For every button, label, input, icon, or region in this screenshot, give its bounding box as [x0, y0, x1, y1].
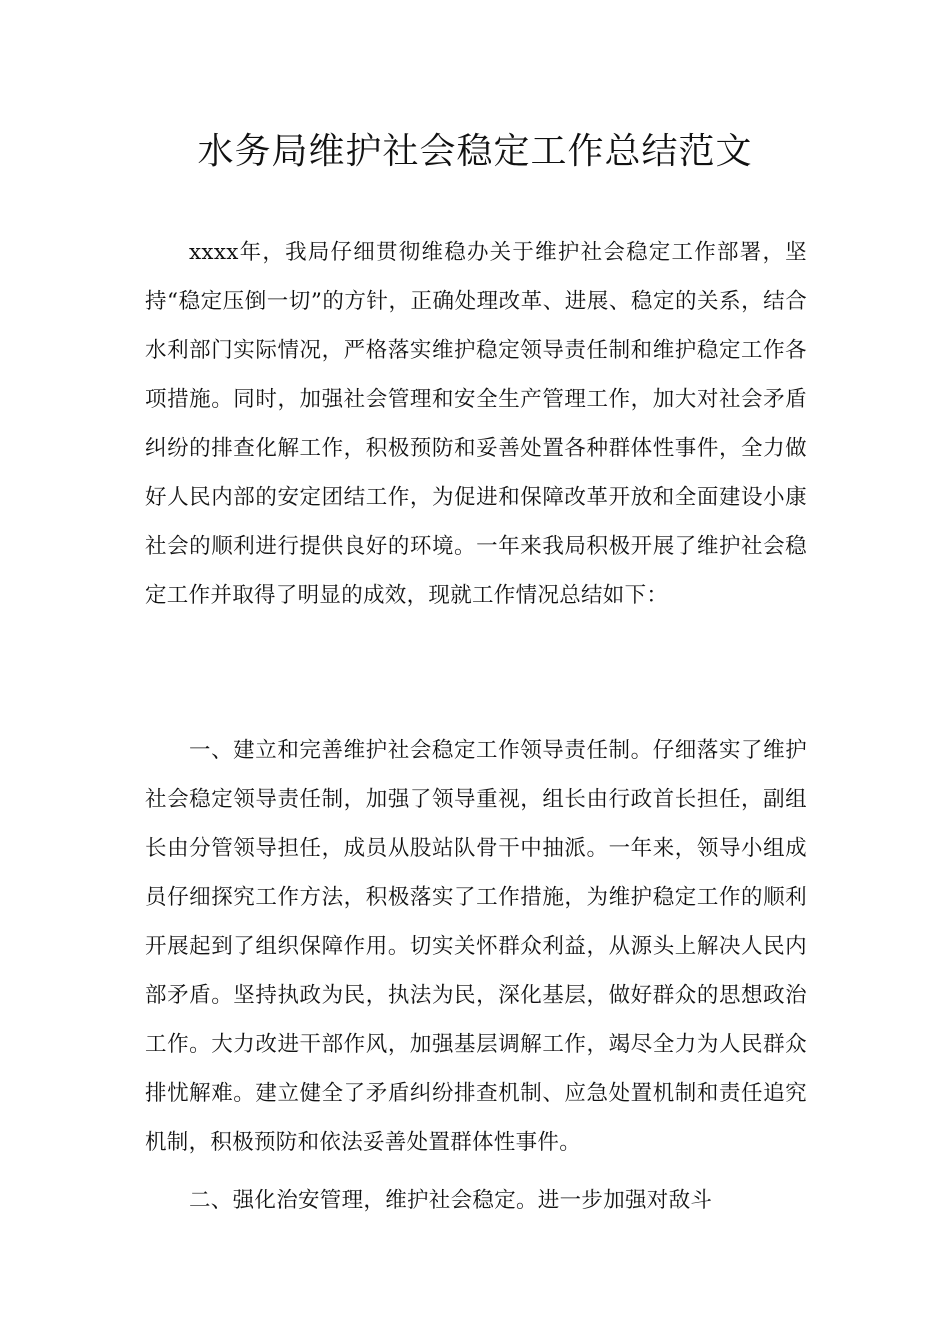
- paragraph-section-two: 二、强化治安管理，维护社会稳定。进一步加强对敌斗: [189, 1188, 713, 1213]
- paragraph-intro: xxxx年，我局仔细贯彻维稳办关于维护社会稳定工作部署，坚持“稳定压倒一切”的方针，正确处理改革、进展、稳定的关系，结合水利部门实际情况，严格落实维护稳定领导责任制和维护稳定工作各项措施。同时，加强社会管理和安全生产管理工作，加大对社会矛盾纠纷的排查化解工作，积极预防和妥善处置各种群体性事件，全力做好人民内部的安定团结工作，为促进和保障改革开放和全面建设小康社会的顺利进行提供良好的环境。一年来我局积极开展了维护社会稳定工作并取得了明显的成效，现就工作情况总结如下：: [145, 240, 807, 608]
- paragraph-section-one: 一、建立和完善维护社会稳定工作领导责任制。仔细落实了维护社会稳定领导责任制，加强了领导重视，组长由行政首长担任，副组长由分管领导担任，成员从股站队骨干中抽派。一年来，领导小组成员仔细探究工作方法，积极落实了工作措施，为维护稳定工作的顺利开展起到了组织保障作用。切实关怀群众利益，从源头上解决人民内部矛盾。坚持执政为民，执法为民，深化基层，做好群众的思想政治工作。大力改进干部作风，加强基层调解工作，竭尽全力为人民群众排忧解难。建立健全了矛盾纠纷排查机制、应急处置机制和责任追究机制，积极预防和依法妥善处置群体性事件。: [145, 738, 807, 1155]
- document-title: 水务局维护社会稳定工作总结范文: [197, 131, 753, 172]
